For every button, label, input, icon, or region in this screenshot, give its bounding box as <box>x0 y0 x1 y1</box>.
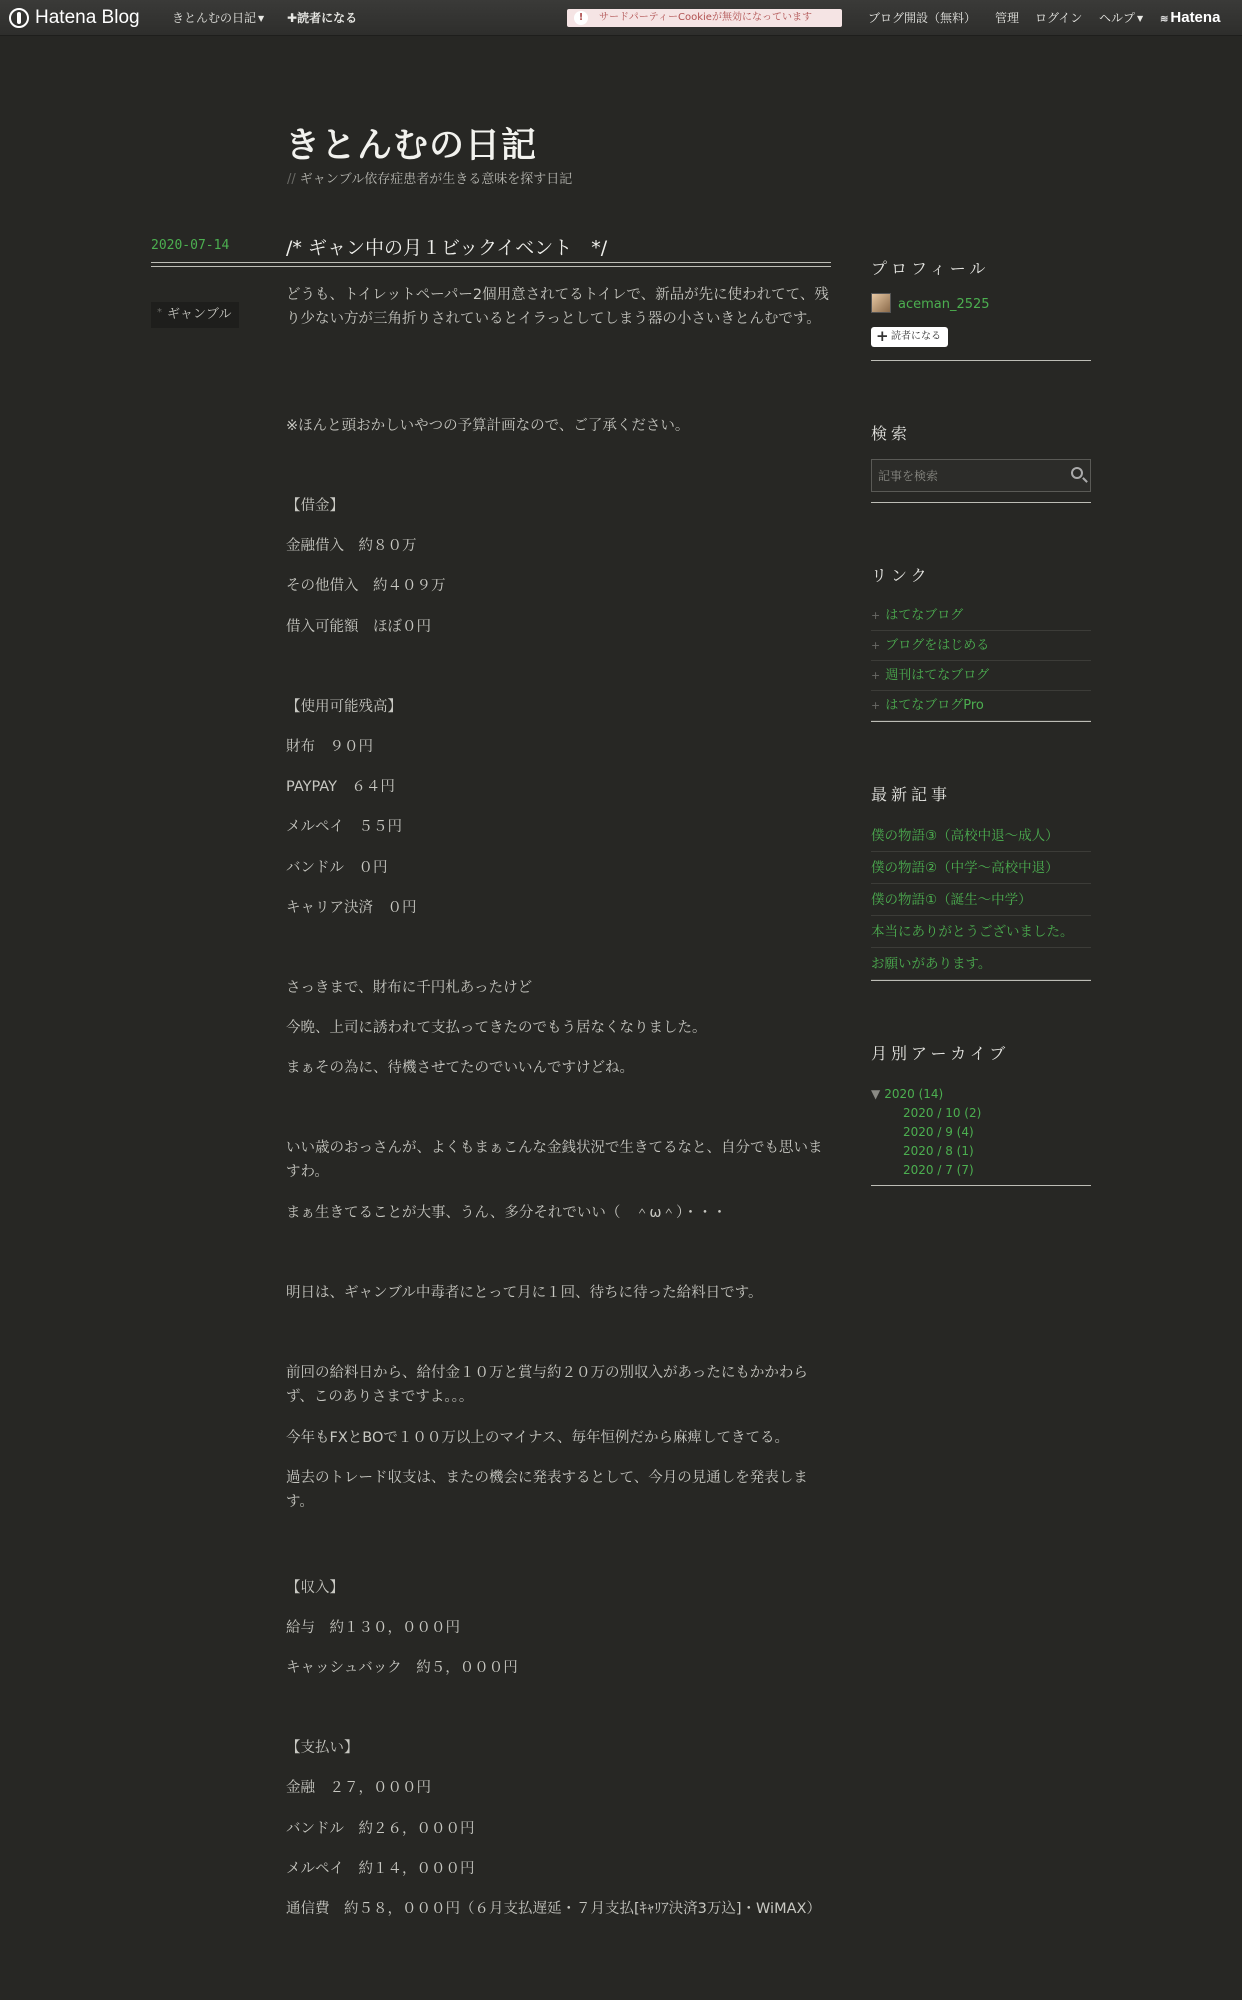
entry-paragraph: まぁ生きてることが大事、うん、多分それでいい（ ＾ω＾）・・・ <box>286 1205 727 1221</box>
recent-entry-link[interactable]: お願いがあります。 <box>871 948 1091 980</box>
entry-paragraph: ※ほんと頭おかしいやつの予算計画なので、ご了承ください。 <box>286 418 690 434</box>
blog-menu-dropdown[interactable] <box>172 0 264 36</box>
open-blog-link[interactable]: ブログ開設（無料） <box>868 11 977 25</box>
sidebar-link-label: はてなブログPro <box>885 698 984 713</box>
entry-paragraph: キャリア決済 ０円 <box>286 900 417 916</box>
section-divider <box>871 721 1091 722</box>
cookie-warning-banner[interactable] <box>567 9 842 27</box>
recent-entry-link[interactable]: 僕の物語③（高校中退～成人） <box>871 820 1091 852</box>
help-label: ヘルプ <box>1099 11 1136 25</box>
search-icon[interactable] <box>1071 467 1083 479</box>
cookie-warning-text: サードパーティーCookieが無効になっています <box>599 12 812 23</box>
logo-text: Hatena Blog <box>35 7 140 28</box>
search-input[interactable] <box>872 460 1052 491</box>
entry-paragraph: 過去のトレード収支は、またの機会に発表するとして、今月の見通しを発表します。 <box>286 1470 808 1510</box>
sidebar-link[interactable] <box>871 661 1091 691</box>
entry-paragraph: 通信費 約５８，０００円（６月支払遅延・７月支払[ｷｬﾘｱ決済3万込]・WiMAX） <box>286 1901 821 1917</box>
caret-down-icon: ▼ <box>258 14 265 23</box>
profile-heading: プロフィール <box>871 259 990 278</box>
plus-icon: + <box>871 639 881 652</box>
entry-date[interactable]: 2020-07-14 <box>151 238 230 253</box>
entry-paragraph: バンドル ０円 <box>286 860 388 876</box>
title-divider <box>151 262 831 267</box>
entry-paragraph: PAYPAY ６４円 <box>286 779 395 795</box>
hatena-blog-logo-icon <box>9 8 29 28</box>
entry-paragraph: いい歳のおっさんが、よくもまぁこんな金銭状況で生きてるなと、自分でも思いますわ。 <box>286 1140 823 1180</box>
entry-paragraph: さっきまで、財布に千円札あったけど <box>286 980 533 996</box>
subscribe-button[interactable] <box>287 0 357 36</box>
blog-menu-label: きとんむの日記 <box>172 11 257 25</box>
reader-button[interactable]: + 読者になる <box>871 327 948 347</box>
entry-paragraph: 前回の給料日から、給付金１０万と賞与約２０万の別収入があったにもかかわらず、このありさまですよ。。。 <box>286 1365 808 1405</box>
entry-paragraph: メルペイ ５５円 <box>286 819 402 835</box>
search-heading: 検索 <box>871 424 912 443</box>
recent-entry-link[interactable]: 僕の物語①（誕生～中学） <box>871 884 1091 916</box>
archive-month-link[interactable]: 2020 / 8 (1) <box>903 1144 974 1158</box>
section-divider <box>871 1185 1091 1186</box>
entry-paragraph: 借入可能額 ほぼ０円 <box>286 619 431 635</box>
entry-paragraph: 今年もFXとBOで１００万以上のマイナス、毎年恒例だから麻痺してきてる。 <box>286 1430 789 1446</box>
entry-paragraph: 【支払い】 <box>286 1740 359 1756</box>
category-tag[interactable]: * ギャンブル <box>151 302 239 328</box>
entry-paragraph: 金融 ２７，０００円 <box>286 1780 431 1796</box>
hatena-wave-icon: ≋ <box>1160 14 1169 25</box>
plus-icon: ✚ <box>287 11 298 25</box>
links-heading: リンク <box>871 566 931 585</box>
section-divider <box>871 502 1091 503</box>
plus-icon: + <box>871 699 881 712</box>
entry-paragraph: メルペイ 約１４，０００円 <box>286 1861 475 1877</box>
help-menu[interactable] <box>1099 0 1143 36</box>
entry-paragraph: バンドル 約２６，０００円 <box>286 1821 475 1837</box>
global-header <box>0 0 1242 36</box>
plus-icon: + <box>871 669 881 682</box>
plus-icon: + <box>871 609 881 622</box>
entry-paragraph: まぁその為に、待機させてたのでいいんですけどね。 <box>286 1060 634 1076</box>
warning-icon: ! <box>574 11 588 25</box>
archive-year-label: 2020 (14) <box>884 1087 944 1101</box>
entry-paragraph: 【借金】 <box>286 498 344 514</box>
archive-heading: 月別アーカイブ <box>871 1044 1010 1063</box>
avatar[interactable] <box>871 293 891 313</box>
sidebar-link[interactable] <box>871 631 1091 661</box>
entry-paragraph: キャッシュバック 約５，０００円 <box>286 1660 518 1676</box>
archive-month-link[interactable]: 2020 / 7 (7) <box>903 1163 974 1177</box>
hatena-blog-logo[interactable] <box>9 0 140 36</box>
entry-paragraph: 財布 ９０円 <box>286 739 373 755</box>
sidebar-link[interactable] <box>871 601 1091 631</box>
entry-paragraph: 【使用可能残高】 <box>286 699 402 715</box>
archive-month-link[interactable]: 2020 / 10 (2) <box>903 1106 982 1120</box>
entry-paragraph: 給与 約１３０，０００円 <box>286 1620 460 1636</box>
blog-title[interactable]: きとんむの日記 <box>285 126 538 166</box>
entry-paragraph: 【収入】 <box>286 1580 344 1596</box>
sidebar-link-label: ブログをはじめる <box>885 638 990 653</box>
section-divider <box>871 360 1091 361</box>
profile-name-link[interactable]: aceman_2525 <box>898 297 990 312</box>
subscribe-label: 読者になる <box>297 11 358 25</box>
slash-decoration: // <box>287 172 296 187</box>
entry-paragraph: 金融借入 約８０万 <box>286 538 417 554</box>
triangle-down-icon: ▼ <box>871 1087 881 1101</box>
sidebar-link[interactable] <box>871 691 1091 721</box>
recent-entry-link[interactable]: 僕の物語②（中学～高校中退） <box>871 852 1091 884</box>
sidebar-link-label: はてなブログ <box>885 608 964 623</box>
hatena-logo[interactable] <box>1160 0 1220 36</box>
caret-down-icon: ▼ <box>1137 14 1144 23</box>
archive-year-toggle[interactable] <box>871 1087 943 1101</box>
hatena-logo-text: Hatena <box>1170 9 1221 26</box>
entry-paragraph: どうも、トイレットペーパー2個用意されてるトイレで、新品が先に使われてて、残り少ない方が三角折りされているとイラっとしてしまう器の小さいきとんむです。 <box>286 287 829 327</box>
entry-paragraph: その他借入 約４０９万 <box>286 578 446 594</box>
archive-month-link[interactable]: 2020 / 9 (4) <box>903 1125 974 1139</box>
recent-heading: 最新記事 <box>871 785 952 804</box>
sidebar-link-label: 週刊はてなブログ <box>885 668 990 683</box>
entry-title[interactable]: /* ギャン中の月１ビックイベント */ <box>286 237 608 259</box>
blog-description-text: ギャンブル依存症患者が生きる意味を探す日記 <box>299 172 573 187</box>
entry-paragraph: 今晩、上司に誘われて支払ってきたのでもう居なくなりました。 <box>286 1020 707 1036</box>
admin-link[interactable]: 管理 <box>995 11 1020 25</box>
login-link[interactable]: ログイン <box>1035 11 1083 25</box>
blog-description <box>287 168 572 187</box>
entry-paragraph: 明日は、ギャンブル中毒者にとって月に１回、待ちに待った給料日です。 <box>286 1285 763 1301</box>
section-divider <box>871 980 1091 981</box>
recent-entry-link[interactable]: 本当にありがとうございました。 <box>871 916 1091 948</box>
search-form <box>871 459 1091 492</box>
